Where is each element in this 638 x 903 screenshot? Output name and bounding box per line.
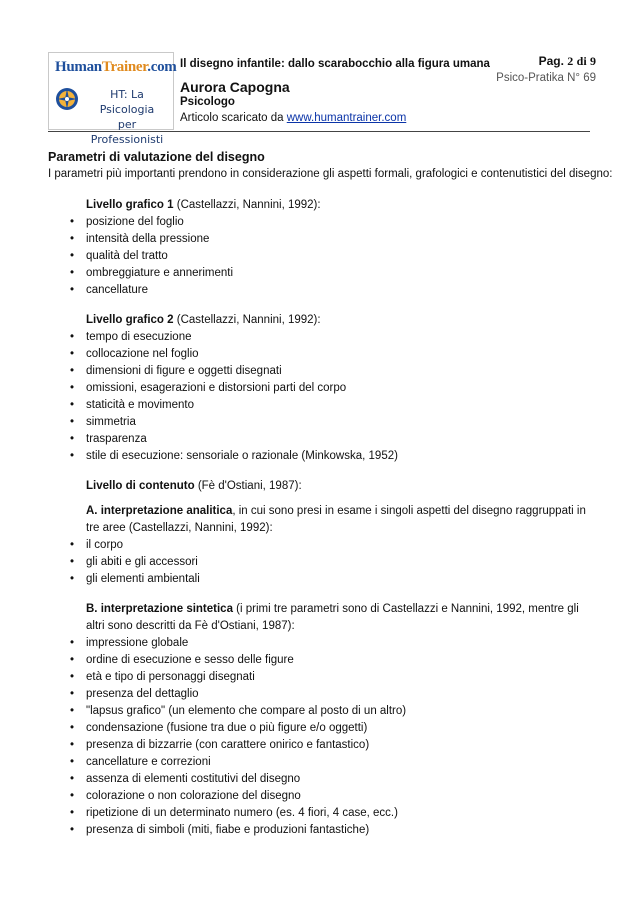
list-item (48, 346, 604, 363)
bullet-icon: • (70, 773, 75, 785)
list-item-text: intensità della pressione (86, 233, 210, 245)
section-intro: I parametri più importanti prendono in considerazione gli aspetti formali, grafologici e contenutistici del disegno: (48, 168, 613, 180)
list-item (48, 822, 604, 839)
list-item-text: omissioni, esagerazioni e distorsioni parti del corpo (86, 382, 347, 394)
list-item-text: qualità del tratto (86, 250, 168, 262)
author-name: Aurora Capogna (180, 79, 290, 95)
list-item-text: staticità e movimento (86, 399, 195, 411)
bullet-icon: • (70, 233, 75, 245)
list-item-text: assenza di elementi costitutivi del disegno (86, 773, 301, 785)
list-item (48, 754, 604, 771)
list-item (48, 248, 604, 265)
list-item (48, 397, 604, 414)
bullet-icon: • (70, 433, 75, 445)
list-item (48, 231, 604, 248)
list-item-text: tempo di esecuzione (86, 331, 192, 343)
list-item-text: trasparenza (86, 433, 147, 445)
list-item (48, 554, 604, 571)
bullet-icon: • (70, 450, 75, 462)
list-item (48, 214, 604, 231)
bullet-icon: • (70, 216, 75, 228)
analytic-heading-text: , in cui sono presi in esame i singoli aspetti del disegno raggruppati in tre aree (Castellazzi, Nannini, 1992): (86, 505, 586, 534)
list-item-text: il corpo (86, 539, 124, 551)
bullet-icon: • (70, 573, 75, 585)
analytic-list (48, 537, 604, 588)
list-item (48, 448, 604, 465)
bullet-icon: • (70, 756, 75, 768)
list-item-text: posizione del foglio (86, 216, 184, 228)
level1-heading-ref: (Castellazzi, Nannini, 1992): (173, 199, 321, 211)
logo-word-trainer: Trainer (101, 59, 148, 75)
level2-group (48, 312, 604, 465)
list-item (48, 571, 604, 588)
content-level-heading-bold: Livello di contenuto (86, 480, 195, 492)
bullet-icon: • (70, 331, 75, 343)
list-item-text: ordine di esecuzione e sesso delle figure (86, 654, 294, 666)
list-item-text: gli elementi ambientali (86, 573, 200, 585)
list-item (48, 380, 604, 397)
bullet-icon: • (70, 654, 75, 666)
list-item (48, 329, 604, 346)
bullet-icon: • (70, 722, 75, 734)
list-item-text: presenza del dettaglio (86, 688, 199, 700)
compass-rose-icon (55, 87, 79, 111)
bullet-icon: • (70, 824, 75, 836)
list-item (48, 686, 604, 703)
content-level-heading-ref: (Fè d'Ostiani, 1987): (194, 480, 302, 492)
bullet-icon: • (70, 705, 75, 717)
logo-word-human: Human (55, 59, 102, 75)
bullet-icon: • (70, 739, 75, 751)
bullet-icon: • (70, 284, 75, 296)
series-number: Psico-Pratika N° 69 (496, 72, 596, 84)
list-item (48, 635, 604, 652)
list-item (48, 737, 604, 754)
source-line (180, 112, 406, 124)
synthetic-heading-bold: B. interpretazione sintetica (86, 603, 233, 615)
list-item-text: età e tipo di personaggi disegnati (86, 671, 255, 683)
bullet-icon: • (70, 671, 75, 683)
list-item-text: stile di esecuzione: sensoriale o razionale (Minkowska, 1952) (86, 450, 398, 462)
list-item (48, 363, 604, 380)
level1-group (48, 197, 604, 299)
logo-wordmark (55, 59, 177, 77)
list-item-text: ombreggiature e annerimenti (86, 267, 234, 279)
list-item-text: "lapsus grafico" (un elemento che compare al posto di un altro) (86, 705, 407, 717)
list-item (48, 537, 604, 554)
bullet-icon: • (70, 556, 75, 568)
list-item (48, 414, 604, 431)
level1-heading (86, 197, 604, 214)
list-item-text: colorazione o non colorazione del disegno (86, 790, 301, 802)
bullet-icon: • (70, 790, 75, 802)
level2-list (48, 329, 604, 465)
logo-tagline-line1: HT: La Psicologia (99, 88, 155, 116)
synthetic-heading (86, 601, 586, 635)
list-item (48, 431, 604, 448)
list-item (48, 282, 604, 299)
level2-heading (86, 312, 604, 329)
author-role: Psicologo (180, 96, 235, 108)
analytic-heading (86, 503, 586, 537)
bullet-icon: • (70, 348, 75, 360)
page-sep: di (576, 54, 587, 68)
list-item (48, 652, 604, 669)
list-item-text: simmetria (86, 416, 136, 428)
bullet-icon: • (70, 688, 75, 700)
bullet-icon: • (70, 807, 75, 819)
list-item-text: condensazione (fusione tra due o più figure e/o oggetti) (86, 722, 368, 734)
content-level-group (48, 478, 604, 839)
bullet-icon: • (70, 365, 75, 377)
list-item-text: collocazione nel foglio (86, 348, 199, 360)
bullet-icon: • (70, 399, 75, 411)
page-indicator (539, 54, 596, 69)
list-item (48, 720, 604, 737)
list-item (48, 265, 604, 282)
list-item-text: presenza di bizzarrie (con carattere onirico e fantastico) (86, 739, 370, 751)
source-link[interactable]: www.humantrainer.com (286, 112, 407, 124)
list-item (48, 788, 604, 805)
logo-tagline (83, 87, 171, 147)
list-item-text: gli abiti e gli accessori (86, 556, 198, 568)
content-level-heading (86, 478, 604, 495)
synthetic-heading-text: (i primi tre parametri sono di Castellazzi e Nannini, 1992, mentre gli altri sono descritti da Fè d'Ostiani, 1987): (86, 603, 579, 632)
logo-word-com: .com (147, 59, 177, 75)
source-prefix: Articolo scaricato da (180, 112, 287, 124)
bullet-icon: • (70, 416, 75, 428)
page-current: 2 (567, 54, 574, 68)
list-item-text: dimensioni di figure e oggetti disegnati (86, 365, 282, 377)
analytic-heading-bold: A. interpretazione analitica (86, 505, 233, 517)
bullet-icon: • (70, 637, 75, 649)
list-item (48, 703, 604, 720)
level1-heading-bold: Livello grafico 1 (86, 199, 174, 211)
list-item-text: ripetizione di un determinato numero (es. 4 fiori, 4 case, ecc.) (86, 807, 398, 819)
page-label: Pag. (538, 54, 564, 68)
level1-list (48, 214, 604, 299)
bullet-icon: • (70, 382, 75, 394)
list-item (48, 669, 604, 686)
level2-heading-ref: (Castellazzi, Nannini, 1992): (173, 314, 321, 326)
humantrainer-logo[interactable] (48, 52, 177, 146)
list-item-text: cancellature e correzioni (86, 756, 211, 768)
page-total: 9 (590, 54, 596, 68)
article-body (48, 148, 613, 839)
list-item-text: cancellature (86, 284, 149, 296)
list-item (48, 805, 604, 822)
section-title: Parametri di valutazione del disegno (48, 150, 265, 164)
bullet-icon: • (70, 267, 75, 279)
bullet-icon: • (70, 539, 75, 551)
page-header (0, 0, 638, 146)
logo-tagline-line2: per Professionisti (90, 118, 164, 146)
header-divider (48, 131, 590, 132)
article-title: Il disegno infantile: dallo scarabocchio alla figura umana (180, 58, 490, 70)
list-item-text: impressione globale (86, 637, 189, 649)
bullet-icon: • (70, 250, 75, 262)
level2-heading-bold: Livello grafico 2 (86, 314, 174, 326)
list-item-text: presenza di simboli (miti, fiabe e produzioni fantastiche) (86, 824, 370, 836)
list-item (48, 771, 604, 788)
synthetic-list (48, 635, 604, 839)
